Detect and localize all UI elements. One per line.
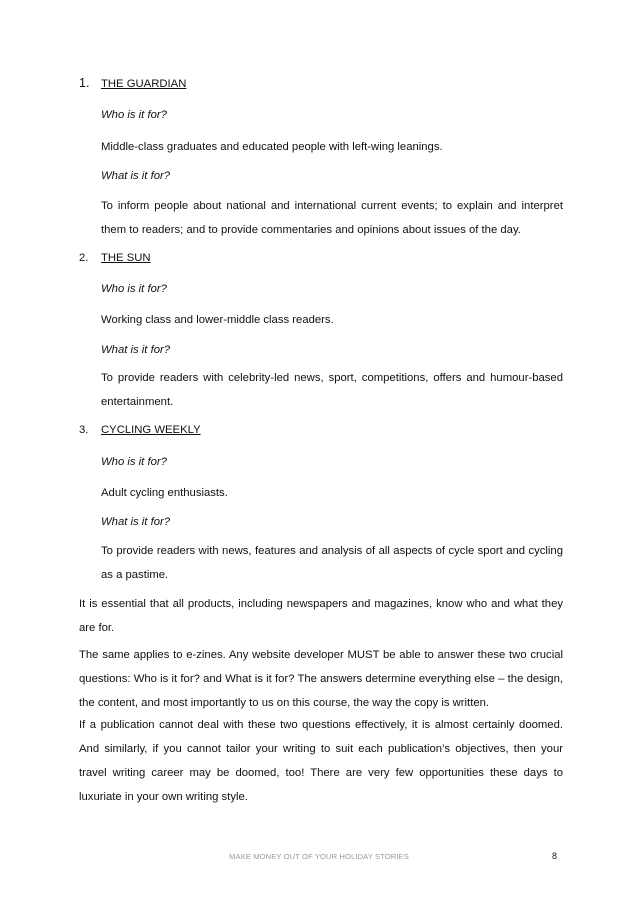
section-title: THE SUN (101, 252, 151, 264)
who-label: Who is it for? (101, 109, 167, 121)
body-paragraph: If a publication cannot deal with these two questions effectively, it is almost certainly doomed. And similarly, if you cannot tailor your writing to suit each publication’s objectives, then your travel writing career may be doomed, too! There are very few opportunities these days to luxuriate in your own writing style. (79, 719, 563, 803)
body-paragraph: It is essential that all products, including newspapers and magazines, know who and what they are for. (79, 598, 563, 634)
who-label: Who is it for? (101, 283, 167, 295)
page-number: 8 (552, 851, 558, 861)
what-label: What is it for? (101, 516, 171, 528)
who-answer: Adult cycling enthusiasts. (101, 487, 228, 499)
what-answer: To inform people about national and international current events; to explain and interpret them to readers; and to provide commentaries and opinions about issues of the day. (101, 200, 563, 236)
what-answer: To provide readers with celebrity-led news, sport, competitions, offers and humour-based entertainment. (101, 372, 563, 408)
what-label: What is it for? (101, 170, 171, 182)
who-answer: Middle-class graduates and educated people with left-wing leanings. (101, 141, 443, 153)
section-title: THE GUARDIAN (101, 78, 187, 90)
section-number: 2. (79, 252, 89, 264)
section-title: CYCLING WEEKLY (101, 424, 201, 436)
section-number: 3. (79, 424, 89, 436)
who-label: Who is it for? (101, 456, 167, 468)
who-answer: Working class and lower-middle class readers. (101, 314, 334, 326)
body-paragraph: The same applies to e-zines. Any website developer MUST be able to answer these two crucial questions: Who is it for? and What is it for? The answers determine everything else – the design, the content, and most importantly to us on this course, the way the copy is written. (79, 649, 563, 709)
section-number: 1. (79, 76, 90, 90)
what-label: What is it for? (101, 344, 171, 356)
footer-title: MAKE MONEY OUT OF YOUR HOLIDAY STORIES (229, 852, 409, 861)
what-answer: To provide readers with news, features and analysis of all aspects of cycle sport and cycling as a pastime. (101, 545, 563, 581)
